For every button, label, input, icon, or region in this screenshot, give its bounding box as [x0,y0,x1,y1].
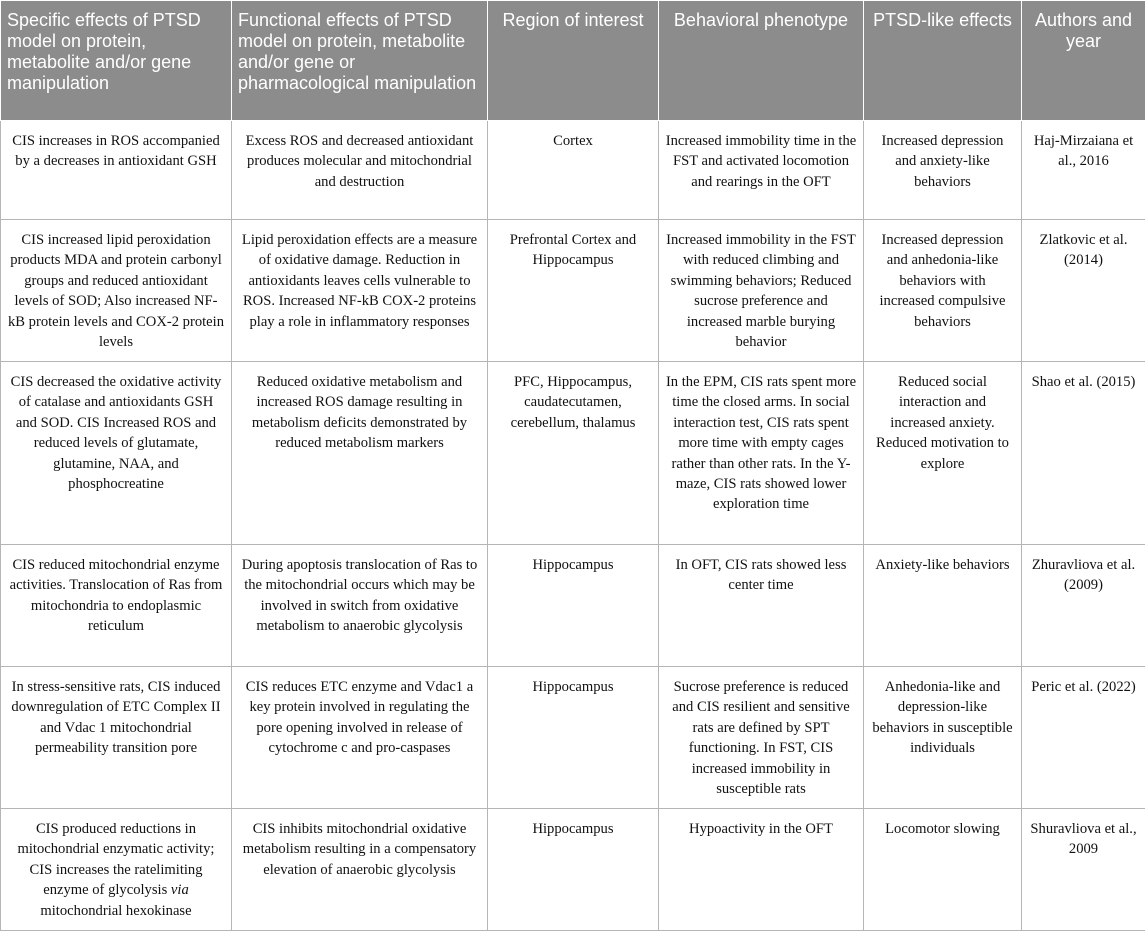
cell-behavior: Hypoactivity in the OFT [659,809,864,931]
cell-functional: Excess ROS and decreased antioxidant produces molecular and mitochondrial and destruction [232,121,488,220]
cell-authors: Shuravliova et al., 2009 [1022,809,1145,931]
table-row [1,667,1145,809]
cell-ptsd-effects: Anxiety-like behaviors [864,545,1022,667]
cell-ptsd-effects: Anhedonia-like and depression-like behaviors in susceptible individuals [864,667,1022,809]
header-region: Region of interest [488,1,659,121]
cell-ptsd-effects: Reduced social interaction and increased anxiety. Reduced motivation to explore [864,362,1022,545]
cell-specific: CIS increased lipid peroxidation products MDA and protein carbonyl groups and reduced antioxidant levels of SOD; Also increased NF-kB protein levels and COX-2 protein levels [1,220,232,362]
cell-functional: CIS inhibits mitochondrial oxidative metabolism resulting in a compensatory elevation of anaerobic glycolysis [232,809,488,931]
cell-specific: In stress-sensitive rats, CIS induced downregulation of ETC Complex II and Vdac 1 mitochondrial permeability transition pore [1,667,232,809]
header-functional-effects: Functional effects of PTSD model on protein, metabolite and/or gene or pharmacological manipulation [232,1,488,121]
cell-specific: CIS increases in ROS accompanied by a decreases in antioxidant GSH [1,121,232,220]
cell-authors: Haj-Mirzaiana et al., 2016 [1022,121,1145,220]
cell-region: Cortex [488,121,659,220]
cell-behavior: Increased immobility in the FST with reduced climbing and swimming behaviors; Reduced sucrose preference and increased marble burying behavior [659,220,864,362]
header-ptsd-like-effects: PTSD-like effects [864,1,1022,121]
cell-authors: Zlatkovic et al. (2014) [1022,220,1145,362]
table-row [1,362,1145,545]
cell-ptsd-effects: Increased depression and anhedonia-like behaviors with increased compulsive behaviors [864,220,1022,362]
cell-region: Hippocampus [488,809,659,931]
header-row [1,1,1145,121]
table-row [1,220,1145,362]
cell-specific-text: CIS produced reductions in mitochondrial enzymatic activity; CIS increases the ratelimiting enzyme of glycolysis [17,821,215,899]
cell-behavior: In the EPM, CIS rats spent more time the closed arms. In social interaction test, CIS rats spent more time with empty cages rather than other rats. In the Y-maze, CIS rats showed lower exploration time [659,362,864,545]
cell-authors: Shao et al. (2015) [1022,362,1145,545]
cell-ptsd-effects: Increased depression and anxiety-like behaviors [864,121,1022,220]
header-behavioral-phenotype: Behavioral phenotype [659,1,864,121]
cell-ptsd-effects: Locomotor slowing [864,809,1022,931]
cell-behavior: Increased immobility time in the FST and activated locomotion and rearings in the OFT [659,121,864,220]
header-specific-effects: Specific effects of PTSD model on protein, metabolite and/or gene manipulation [1,1,232,121]
header-authors-year: Authors and year [1022,1,1145,121]
cell-specific [1,809,232,931]
cell-region: Prefrontal Cortex and Hippocampus [488,220,659,362]
cell-behavior: In OFT, CIS rats showed less center time [659,545,864,667]
cell-region: PFC, Hippocampus, caudatecutamen, cerebellum, thalamus [488,362,659,545]
cell-specific-italic: via [170,882,189,899]
cell-functional: Lipid peroxidation effects are a measure of oxidative damage. Reduction in antioxidants leaves cells vulnerable to ROS. Increased NF-kB COX-2 proteins play a role in inflammatory responses [232,220,488,362]
table-row [1,121,1145,220]
table-row [1,545,1145,667]
cell-authors: Zhuravliova et al. (2009) [1022,545,1145,667]
cell-authors: Peric et al. (2022) [1022,667,1145,809]
cell-functional: Reduced oxidative metabolism and increased ROS damage resulting in metabolism deficits demonstrated by reduced metabolism markers [232,362,488,545]
cell-specific-text-end: mitochondrial hexokinase [40,902,192,919]
cell-specific: CIS reduced mitochondrial enzyme activities. Translocation of Ras from mitochondria to endoplasmic reticulum [1,545,232,667]
cell-functional: During apoptosis translocation of Ras to the mitochondrial occurs which may be involved in switch from oxidative metabolism to anaerobic glycolysis [232,545,488,667]
cell-region: Hippocampus [488,545,659,667]
cell-behavior: Sucrose preference is reduced and CIS resilient and sensitive rats are defined by SPT functioning. In FST, CIS increased immobility in susceptible rats [659,667,864,809]
cell-specific: CIS decreased the oxidative activity of catalase and antioxidants GSH and SOD. CIS Increased ROS and reduced levels of glutamate, glutamine, NAA, and phosphocreatine [1,362,232,545]
table-row [1,809,1145,931]
cell-region: Hippocampus [488,667,659,809]
cell-functional: CIS reduces ETC enzyme and Vdac1 a key protein involved in regulating the pore opening involved in release of cytochrome c and pro-caspases [232,667,488,809]
